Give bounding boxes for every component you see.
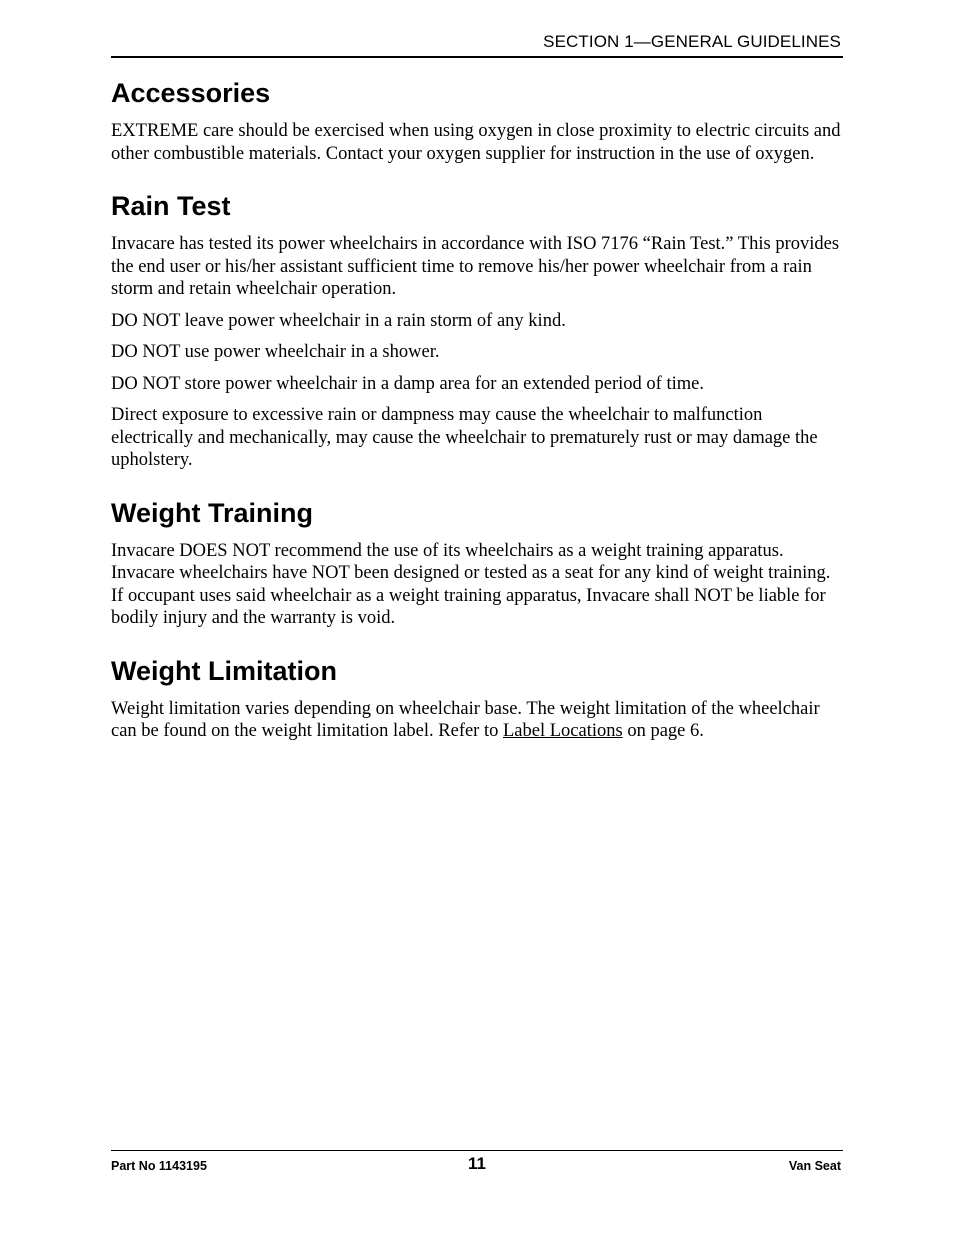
page-number: 11: [468, 1154, 486, 1173]
heading-rain-test: Rain Test: [111, 191, 231, 221]
section-rain-test: [111, 189, 843, 472]
heading-weight-training: Weight Training: [111, 497, 313, 528]
section-accessories: [111, 76, 843, 165]
page-footer: [111, 1150, 843, 1181]
paragraph: Direct exposure to excessive rain or dampness may cause the wheelchair to malfunction electrically and mechanically, may cause the wheelchair to prematurely rust or may damage the upholstery.: [111, 405, 818, 470]
paragraph: EXTREME care should be exercised when using oxygen in close proximity to electric circuits and other combustible materials. Contact your oxygen supplier for instruction in the use of oxygen.: [111, 121, 841, 164]
paragraph: Invacare DOES NOT recommend the use of its wheelchairs as a weight training apparatus. Invacare wheelchairs have NOT been designed or tested as a seat for any kind of weight training. If occupant uses said wheelchair as a weight training apparatus, Invacare shall NOT be liable for bodily injury and the warranty is void.: [111, 540, 831, 628]
paragraph-text: Weight limitation varies depending on wheelchair base. The weight limitation of the wheelchair can be found on the weight limitation label. Refer to: [111, 698, 820, 741]
page-content: [111, 76, 843, 752]
section-weight-training: [111, 496, 843, 630]
paragraph: DO NOT store power wheelchair in a damp area for an extended period of time.: [111, 373, 704, 394]
heading-accessories: Accessories: [111, 78, 271, 108]
paragraph: DO NOT use power wheelchair in a shower.: [111, 342, 440, 362]
section-weight-limitation: [111, 654, 843, 743]
section-title: SECTION 1—GENERAL GUIDELINES: [543, 32, 841, 51]
paragraph: Invacare has tested its power wheelchairs in accordance with ISO 7176 “Rain Test.” This provides the end user or his/her assistant sufficient time to remove his/her power wheelchair from a rain storm and retain wheelchair operation.: [111, 234, 840, 299]
label-locations-link[interactable]: Label Locations: [503, 721, 623, 741]
page-header: [111, 30, 843, 58]
paragraph: DO NOT leave power wheelchair in a rain storm of any kind.: [111, 310, 566, 331]
paragraph: [111, 698, 843, 743]
part-number: Part No 1143195: [111, 1159, 207, 1173]
paragraph-text: on page 6.: [622, 721, 704, 741]
heading-weight-limitation: Weight Limitation: [111, 655, 337, 686]
product-name: Van Seat: [788, 1159, 841, 1173]
